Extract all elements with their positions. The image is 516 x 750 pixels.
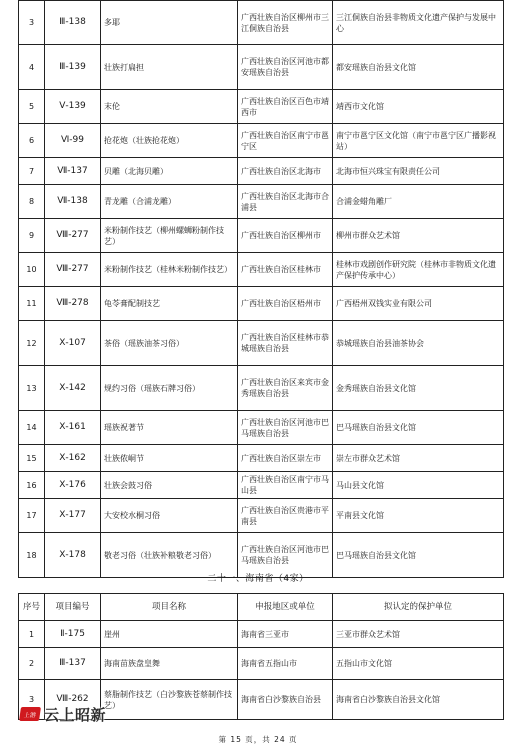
unit-cell: 巴马瑶族自治县文化馆 — [333, 533, 504, 578]
table-row — [19, 1, 504, 45]
table-row — [19, 287, 504, 321]
region-cell: 广西壮族自治区河池市都安瑶族自治县 — [238, 45, 333, 90]
project-name: 蔡脂制作技艺（白沙黎族苍蔡制作技艺） — [101, 680, 238, 720]
region-cell: 广西壮族自治区南宁市邕宁区 — [238, 124, 333, 158]
row-number: 13 — [19, 366, 45, 411]
row-number: 15 — [19, 445, 45, 472]
table-row — [19, 499, 504, 533]
row-number: 5 — [19, 90, 45, 124]
unit-cell: 海南省白沙黎族自治县文化馆 — [333, 680, 504, 720]
region-cell: 广西壮族自治区贵港市平南县 — [238, 499, 333, 533]
row-number: 9 — [19, 219, 45, 253]
project-name: 敬老习俗（壮族补粮敬老习俗） — [101, 533, 238, 578]
region-cell: 广西壮族自治区北海市合浦县 — [238, 185, 333, 219]
unit-cell: 合浦金蜡角雕厂 — [333, 185, 504, 219]
project-code: Ⅶ-137 — [45, 158, 101, 185]
row-number: 8 — [19, 185, 45, 219]
unit-cell: 都安瑶族自治县文化馆 — [333, 45, 504, 90]
region-cell: 广西壮族自治区百色市靖西市 — [238, 90, 333, 124]
row-number: 4 — [19, 45, 45, 90]
region-cell: 广西壮族自治区桂林市恭城瑶族自治县 — [238, 321, 333, 366]
region-cell: 广西壮族自治区南宁市马山县 — [238, 472, 333, 499]
project-code: Ⅷ-262 — [45, 680, 101, 720]
project-name: 青龙雕（合浦龙雕） — [101, 185, 238, 219]
row-number: 11 — [19, 287, 45, 321]
table-body — [19, 1, 504, 578]
project-code: Ⅲ-139 — [45, 45, 101, 90]
project-name: 大安校水桐习俗 — [101, 499, 238, 533]
unit-cell: 南宁市邕宁区文化馆（南宁市邕宁区广播影视站） — [333, 124, 504, 158]
row-number: 17 — [19, 499, 45, 533]
project-code: Ⅹ-177 — [45, 499, 101, 533]
header-unit: 拟认定的保护单位 — [333, 594, 504, 621]
table-row — [19, 445, 504, 472]
project-name: 崖州 — [101, 621, 238, 648]
region-cell: 广西壮族自治区柳州市 — [238, 219, 333, 253]
project-code: Ⅹ-162 — [45, 445, 101, 472]
table-row — [19, 124, 504, 158]
heritage-table-hainan — [18, 593, 504, 720]
unit-cell: 三江侗族自治县非物质文化遗产保护与发展中心 — [333, 1, 504, 45]
unit-cell: 平南县文化馆 — [333, 499, 504, 533]
table-row — [19, 411, 504, 445]
table-row — [19, 219, 504, 253]
project-code: Ⅵ-99 — [45, 124, 101, 158]
table-row — [19, 185, 504, 219]
project-name: 瑶族祝著节 — [101, 411, 238, 445]
project-code: Ⅴ-139 — [45, 90, 101, 124]
project-name: 末伦 — [101, 90, 238, 124]
unit-cell: 恭城瑶族自治县油茶协会 — [333, 321, 504, 366]
row-number: 18 — [19, 533, 45, 578]
project-name: 规约习俗（瑶族石牌习俗） — [101, 366, 238, 411]
table-row — [19, 90, 504, 124]
page-footer: 第 15 页，共 24 页 — [218, 735, 298, 744]
row-number: 12 — [19, 321, 45, 366]
project-name: 壮族打扁担 — [101, 45, 238, 90]
project-code: Ⅹ-142 — [45, 366, 101, 411]
project-name: 米粉制作技艺（柳州螺蛳粉制作技艺） — [101, 219, 238, 253]
project-name: 贝雕（北海贝雕） — [101, 158, 238, 185]
project-code: Ⅷ-277 — [45, 253, 101, 287]
watermark-text: 云上昭新 — [44, 705, 107, 724]
unit-cell: 五指山市文化馆 — [333, 648, 504, 680]
project-code: Ⅹ-176 — [45, 472, 101, 499]
project-code: Ⅲ-138 — [45, 1, 101, 45]
region-cell: 广西壮族自治区河池市巴马瑶族自治县 — [238, 533, 333, 578]
unit-cell: 三亚市群众艺术馆 — [333, 621, 504, 648]
row-number: 6 — [19, 124, 45, 158]
row-number: 14 — [19, 411, 45, 445]
row-number: 16 — [19, 472, 45, 499]
project-name: 壮族会鼓习俗 — [101, 472, 238, 499]
section-title: 二十一、海南省（4家） — [207, 574, 309, 584]
project-code: Ⅹ-161 — [45, 411, 101, 445]
project-code: Ⅷ-278 — [45, 287, 101, 321]
region-cell: 广西壮族自治区崇左市 — [238, 445, 333, 472]
region-cell: 广西壮族自治区北海市 — [238, 158, 333, 185]
project-name: 抢花炮（壮族抢花炮） — [101, 124, 238, 158]
project-code: Ⅷ-277 — [45, 219, 101, 253]
unit-cell: 广西梧州双钱实业有限公司 — [333, 287, 504, 321]
region-cell: 广西壮族自治区来宾市金秀瑶族自治县 — [238, 366, 333, 411]
table-row — [19, 621, 504, 648]
table-header-row — [19, 594, 504, 621]
region-cell: 广西壮族自治区河池市巴马瑶族自治县 — [238, 411, 333, 445]
unit-cell: 巴马瑶族自治县文化馆 — [333, 411, 504, 445]
unit-cell: 金秀瑶族自治县文化馆 — [333, 366, 504, 411]
header-code: 项目编号 — [45, 594, 101, 621]
row-number: 2 — [19, 648, 45, 680]
unit-cell: 北海市恒兴珠宝有限责任公司 — [333, 158, 504, 185]
project-name: 多耶 — [101, 1, 238, 45]
project-code: Ⅲ-137 — [45, 648, 101, 680]
row-number: 7 — [19, 158, 45, 185]
region-cell: 海南省五指山市 — [238, 648, 333, 680]
heritage-table-guangxi — [18, 0, 504, 578]
project-name: 海南苗族盘皇舞 — [101, 648, 238, 680]
unit-cell: 靖西市文化馆 — [333, 90, 504, 124]
region-cell: 广西壮族自治区桂林市 — [238, 253, 333, 287]
project-code: Ⅹ-107 — [45, 321, 101, 366]
unit-cell: 桂林市戏剧创作研究院（桂林市非物质文化遗产保护传承中心） — [333, 253, 504, 287]
table-row — [19, 648, 504, 680]
unit-cell: 柳州市群众艺术馆 — [333, 219, 504, 253]
project-code: Ⅱ-175 — [45, 621, 101, 648]
header-region: 申报地区或单位 — [238, 594, 333, 621]
table-row — [19, 472, 504, 499]
watermark-logo — [20, 702, 106, 726]
table-row — [19, 253, 504, 287]
unit-cell: 马山县文化馆 — [333, 472, 504, 499]
region-cell: 广西壮族自治区柳州市三江侗族自治县 — [238, 1, 333, 45]
project-name: 米粉制作技艺（桂林米粉制作技艺） — [101, 253, 238, 287]
project-name: 壮族侬峒节 — [101, 445, 238, 472]
table-row — [19, 45, 504, 90]
region-cell: 广西壮族自治区梧州市 — [238, 287, 333, 321]
unit-cell: 崇左市群众艺术馆 — [333, 445, 504, 472]
row-number: 3 — [19, 1, 45, 45]
region-cell: 海南省三亚市 — [238, 621, 333, 648]
row-number: 1 — [19, 621, 45, 648]
row-number: 10 — [19, 253, 45, 287]
row-number: 3 — [19, 680, 45, 720]
table-row — [19, 321, 504, 366]
project-code: Ⅶ-138 — [45, 185, 101, 219]
header-no: 序号 — [19, 594, 45, 621]
watermark-badge: 上游 — [19, 707, 41, 721]
project-code: Ⅹ-178 — [45, 533, 101, 578]
project-name: 茶俗（瑶族油茶习俗） — [101, 321, 238, 366]
region-cell: 海南省白沙黎族自治县 — [238, 680, 333, 720]
header-name: 项目名称 — [101, 594, 238, 621]
project-name: 龟苓膏配制技艺 — [101, 287, 238, 321]
table-row — [19, 158, 504, 185]
table-row — [19, 366, 504, 411]
